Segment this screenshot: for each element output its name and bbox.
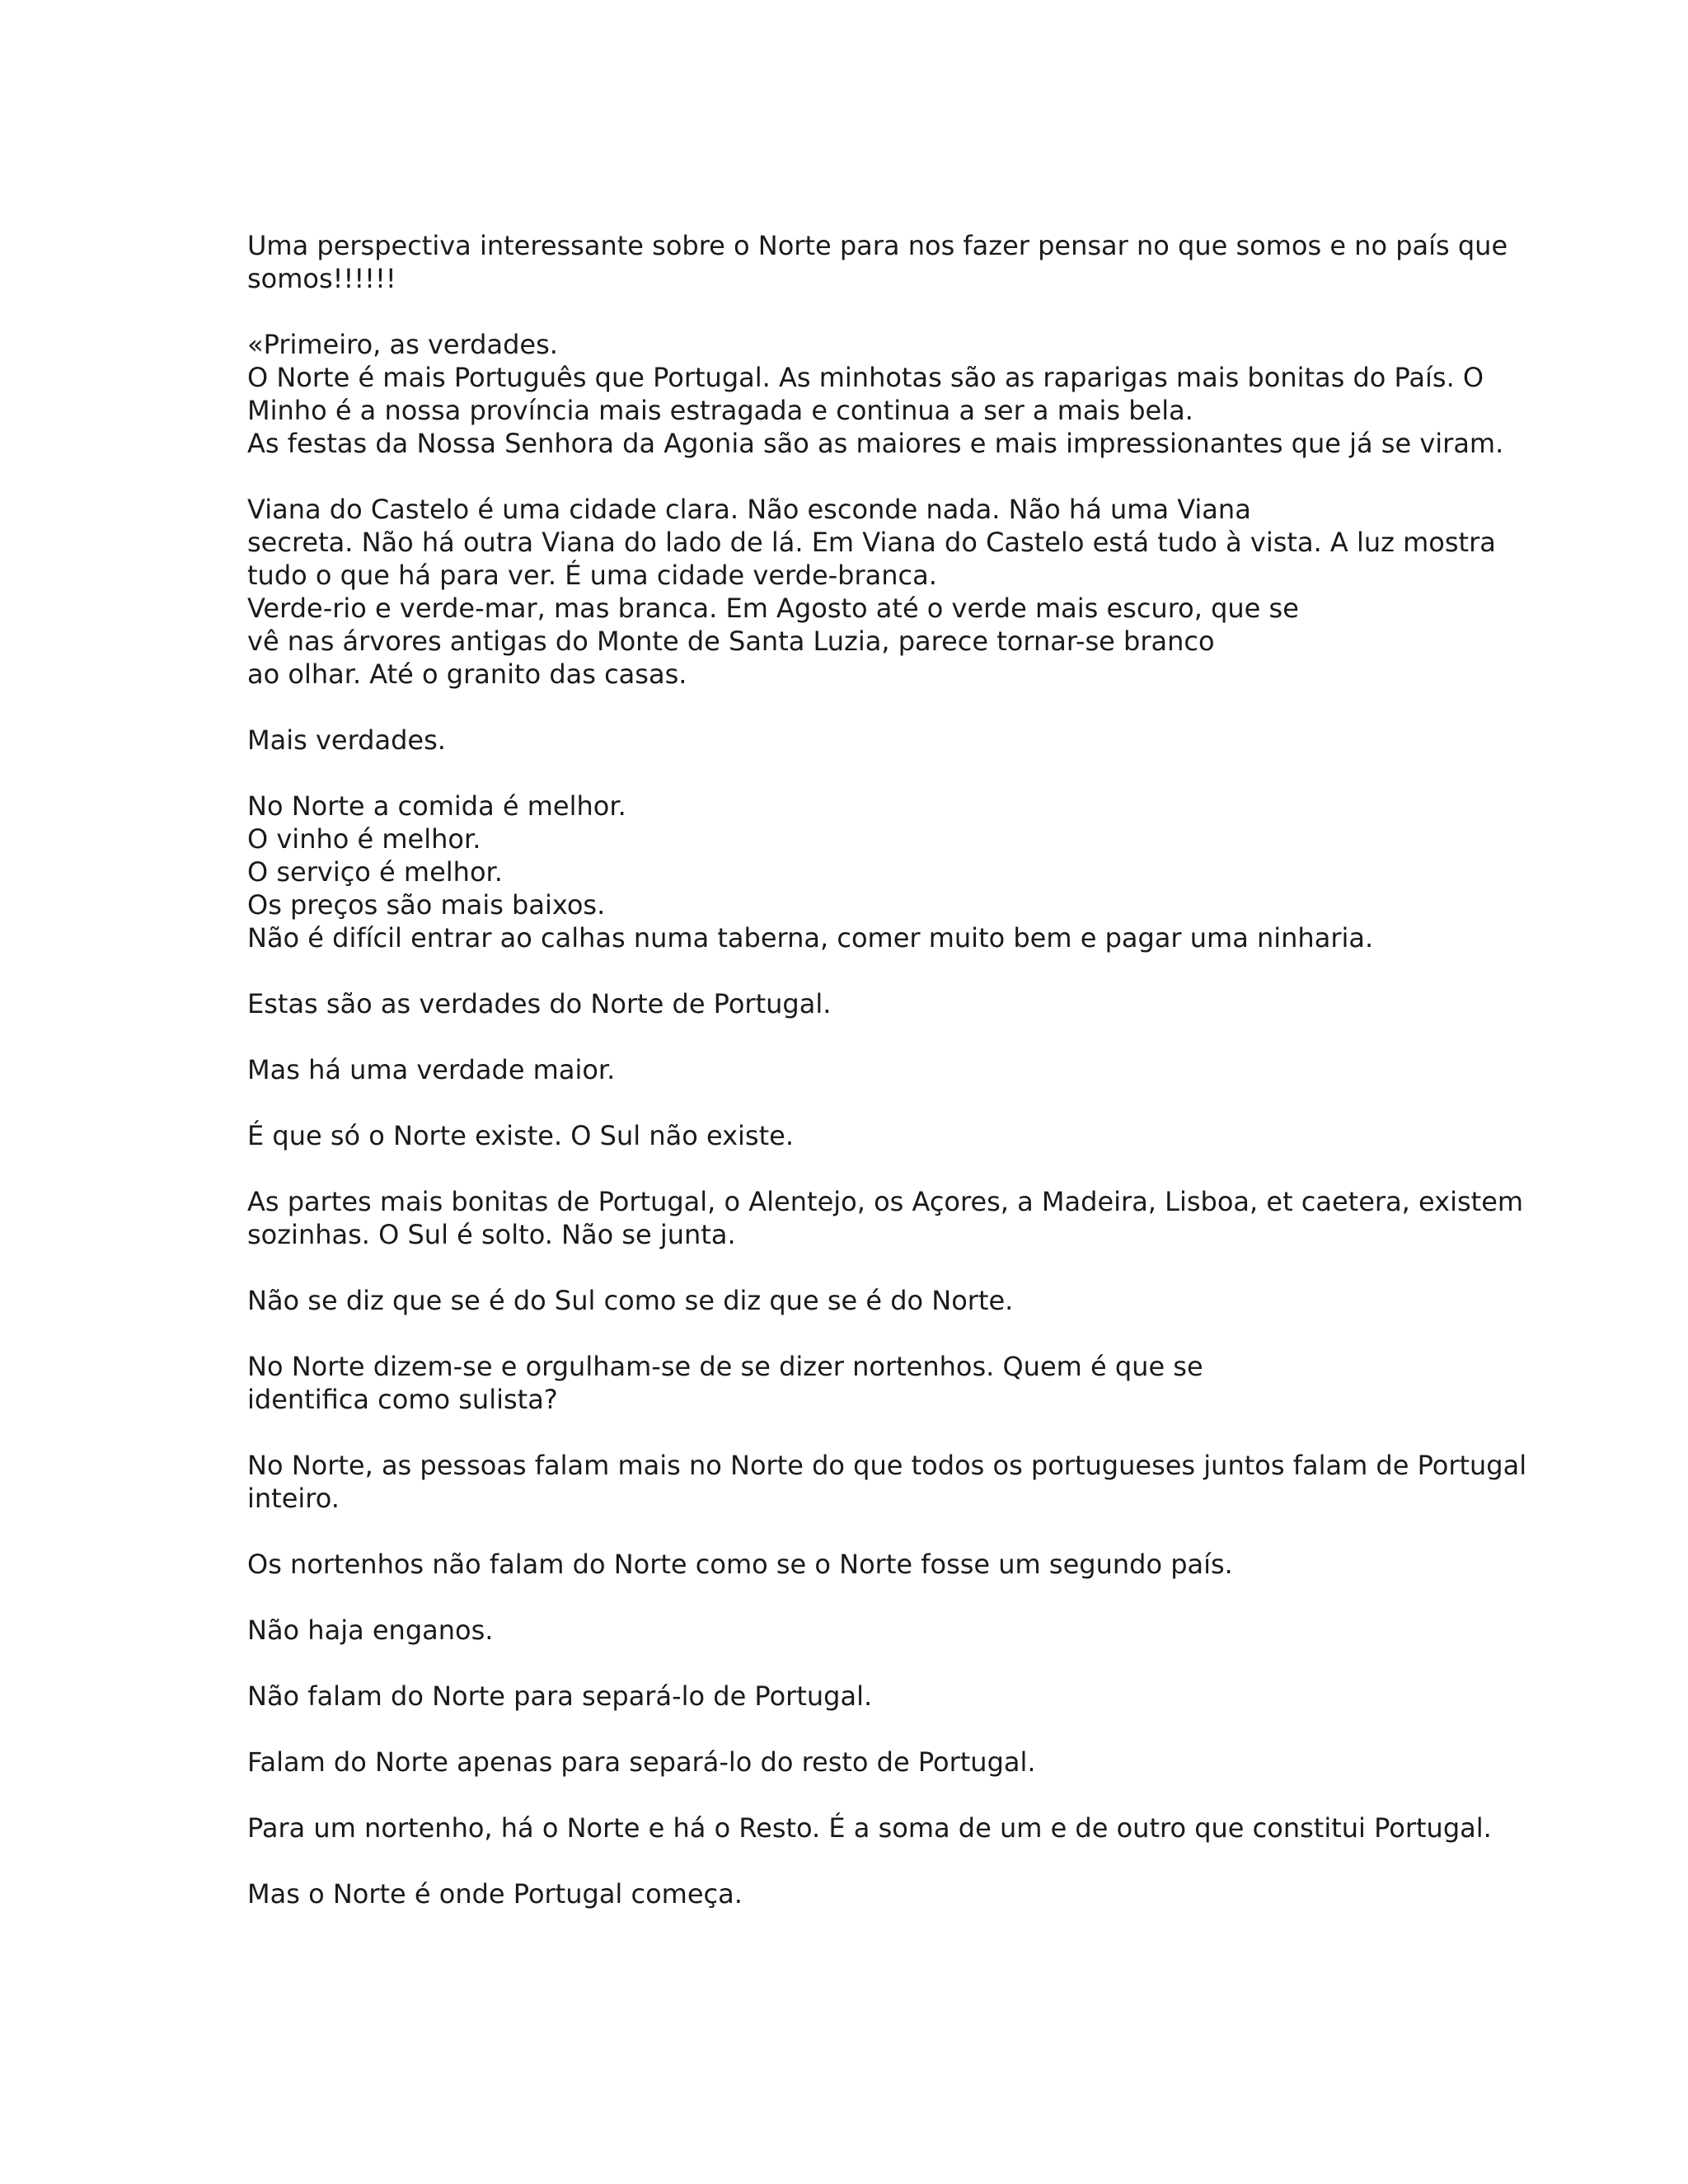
text-line: Para um nortenho, há o Norte e há o Resto. É a soma de um e de outro que constitui Portugal. — [247, 1812, 1492, 1844]
paragraph-2 — [247, 328, 1504, 460]
text-line: No Norte dizem-se e orgulham-se de se dizer nortenhos. Quem é que se — [247, 1351, 1203, 1382]
text-line: As partes mais bonitas de Portugal, o Alentejo, os Açores, a Madeira, Lisboa, et caetera, existem — [247, 1186, 1524, 1217]
text-line: Não se diz que se é do Sul como se diz que se é do Norte. — [247, 1285, 1014, 1316]
text-line: tudo o que há para ver. É uma cidade verde-branca. — [247, 560, 937, 591]
paragraph-5 — [247, 790, 1467, 954]
text-line: O serviço é melhor. — [247, 856, 503, 888]
text-line: Uma perspectiva interessante sobre o Norte para nos fazer pensar no que somos e no país que — [247, 230, 1508, 261]
text-line: identifica como sulista? — [247, 1384, 558, 1415]
text-line: «Primeiro, as verdades. — [247, 329, 558, 360]
text-line: secreta. Não há outra Viana do lado de lá. Em Viana do Castelo está tudo à vista. A luz mostra — [247, 527, 1496, 558]
paragraph-15 — [247, 1680, 1467, 1713]
text-line: É que só o Norte existe. O Sul não existe. — [247, 1120, 794, 1151]
text-line: ao olhar. Até o granito das casas. — [247, 658, 687, 690]
text-line: Verde-rio e verde-mar, mas branca. Em Agosto até o verde mais escuro, que se — [247, 593, 1299, 624]
paragraph-11 — [247, 1350, 1467, 1416]
paragraph-3 — [247, 493, 1496, 691]
paragraph-7 — [247, 1053, 1467, 1086]
text-line: Não é difícil entrar ao calhas numa taberna, comer muito bem e pagar uma ninharia. — [247, 922, 1374, 954]
text-line: Falam do Norte apenas para separá-lo do resto de Portugal. — [247, 1746, 1036, 1778]
paragraph-1 — [247, 229, 1508, 295]
text-line: Não haja enganos. — [247, 1615, 494, 1646]
text-line: Os nortenhos não falam do Norte como se o Norte fosse um segundo país. — [247, 1549, 1233, 1580]
text-line: Estas são as verdades do Norte de Portugal. — [247, 988, 832, 1019]
paragraph-18 — [247, 1877, 1467, 1910]
text-line: Mas o Norte é onde Portugal começa. — [247, 1878, 743, 1910]
paragraph-9 — [247, 1185, 1524, 1251]
paragraph-13 — [247, 1548, 1467, 1581]
text-line: Os preços são mais baixos. — [247, 889, 606, 921]
paragraph-12 — [247, 1449, 1527, 1515]
text-line: vê nas árvores antigas do Monte de Santa Luzia, parece tornar-se branco — [247, 626, 1215, 657]
text-line: O Norte é mais Português que Portugal. As minhotas são as raparigas mais bonitas do País. O — [247, 362, 1484, 393]
paragraph-4 — [247, 724, 1467, 757]
text-line: Mais verdades. — [247, 724, 446, 756]
paragraph-8 — [247, 1119, 1467, 1152]
paragraph-10 — [247, 1284, 1467, 1317]
text-line: inteiro. — [247, 1483, 340, 1514]
paragraph-6 — [247, 987, 1467, 1020]
text-line: Viana do Castelo é uma cidade clara. Não esconde nada. Não há uma Viana — [247, 494, 1251, 525]
paragraph-17 — [247, 1811, 1492, 1844]
text-line: O vinho é melhor. — [247, 823, 481, 855]
text-line: No Norte, as pessoas falam mais no Norte do que todos os portugueses juntos falam de Portugal — [247, 1450, 1527, 1481]
text-line: As festas da Nossa Senhora da Agonia são as maiores e mais impressionantes que já se viram. — [247, 428, 1504, 459]
document-body — [247, 229, 1527, 1943]
text-line: No Norte a comida é melhor. — [247, 790, 626, 822]
paragraph-16 — [247, 1746, 1467, 1779]
text-line: Mas há uma verdade maior. — [247, 1054, 616, 1085]
text-line: Não falam do Norte para separá-lo de Portugal. — [247, 1680, 873, 1712]
text-line: sozinhas. O Sul é solto. Não se junta. — [247, 1219, 736, 1250]
text-line: somos!!!!!! — [247, 263, 396, 294]
text-line: Minho é a nossa província mais estragada e continua a ser a mais bela. — [247, 395, 1193, 426]
paragraph-14 — [247, 1614, 1467, 1647]
